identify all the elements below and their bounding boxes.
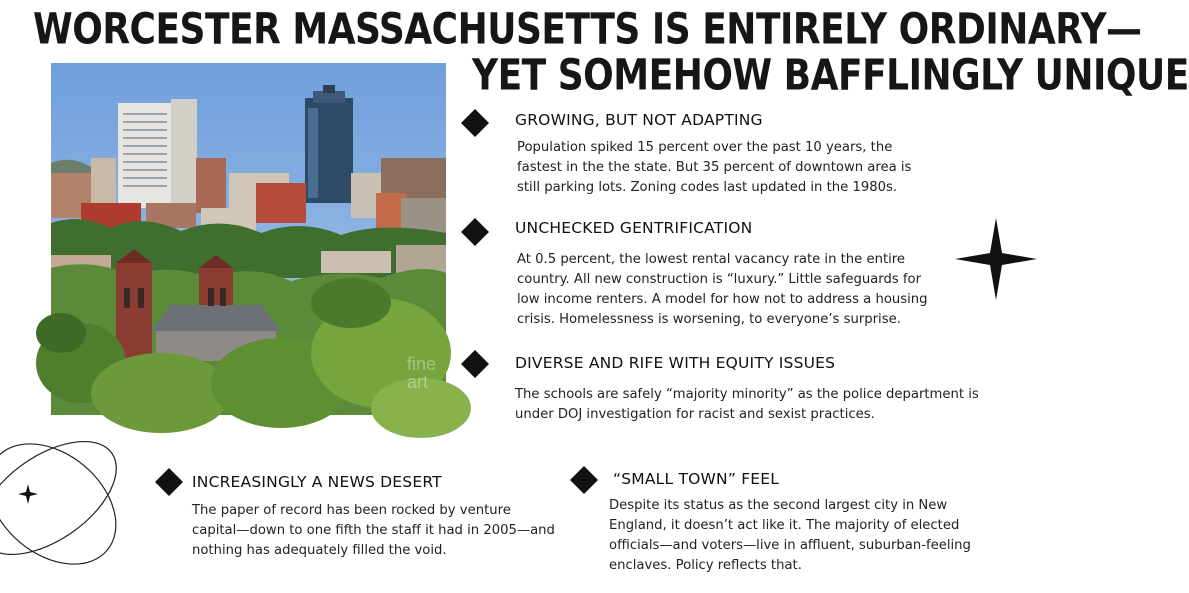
section-heading-small-town: “SMALL TOWN” FEEL bbox=[613, 470, 780, 488]
diamond-icon bbox=[570, 466, 598, 494]
title-line-2: YET SOMEHOW BAFFLINGLY UNIQUE bbox=[472, 51, 1189, 101]
city-skyline-photo bbox=[51, 63, 446, 415]
diamond-icon bbox=[461, 350, 489, 378]
section-heading-gentrification: UNCHECKED GENTRIFICATION bbox=[515, 219, 753, 237]
section-body-news-desert: The paper of record has been rocked by venture capital—down to one fifth the staff it had in 2005—and nothing has adequately filled the void. bbox=[192, 503, 555, 558]
section-body-small-town: Despite its status as the second largest city in New England, it doesn’t act like it. The majority of elected officials—and voters—live in affluent, suburban-feeling enclaves. Policy reflects that. bbox=[609, 498, 971, 573]
four-point-star-icon bbox=[955, 218, 1037, 300]
diamond-icon bbox=[155, 468, 183, 496]
title-line-1: WORCESTER MASSACHUSETTS IS ENTIRELY ORDINARY— bbox=[33, 5, 1142, 55]
orbit-sparkle-icon bbox=[0, 436, 125, 588]
section-heading-news-desert: INCREASINGLY A NEWS DESERT bbox=[192, 473, 442, 491]
diamond-icon bbox=[461, 218, 489, 246]
section-body-equity: The schools are safely “majority minority” as the police department is under DOJ investigation for racist and sexist practices. bbox=[515, 387, 979, 422]
section-heading-equity: DIVERSE AND RIFE WITH EQUITY ISSUES bbox=[515, 354, 836, 372]
photo-watermark: fine art bbox=[407, 354, 437, 392]
section-body-gentrification: At 0.5 percent, the lowest rental vacancy rate in the entire country. All new construction is “luxury.” Little safeguards for low income renters. A model for how not to address a housing crisis. Homelessness is worsening, to everyone’s surprise. bbox=[517, 252, 928, 327]
section-body-growing: Population spiked 15 percent over the past 10 years, the fastest in the the state. But 35 percent of downtown area is still parking lots. Zoning codes last updated in the 1980s. bbox=[517, 140, 912, 195]
diamond-icon bbox=[461, 109, 489, 137]
section-heading-growing: GROWING, BUT NOT ADAPTING bbox=[515, 111, 763, 129]
